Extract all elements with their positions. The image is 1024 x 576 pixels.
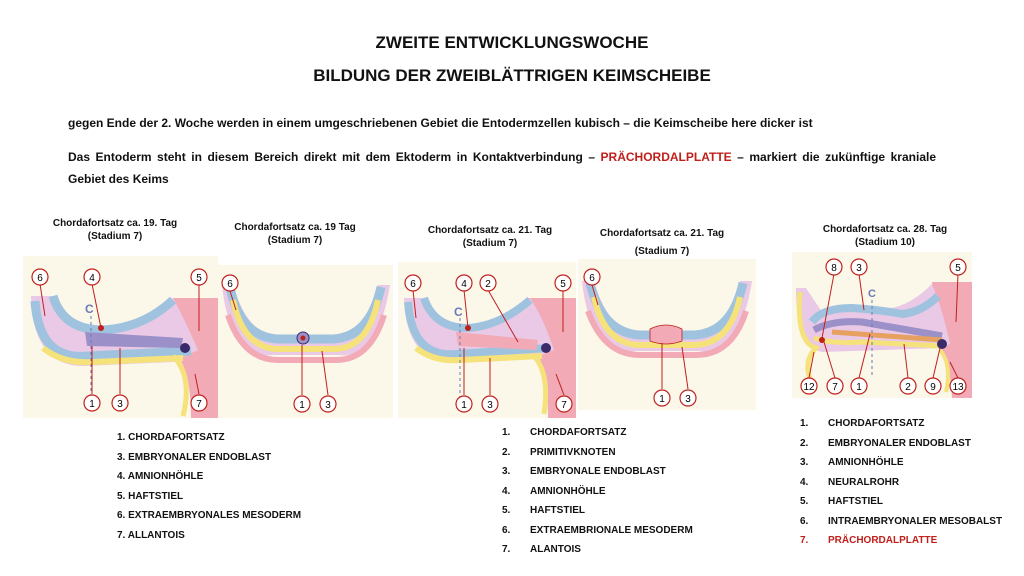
legend-number: 2. <box>800 437 809 449</box>
callout-number: 12 <box>803 382 815 393</box>
callout-number: 13 <box>952 382 964 393</box>
contact-paragraph-start: Das Entoderm steht in diesem Bereich direkt mit dem Ektoderm in Kontaktverbindung – <box>68 150 601 164</box>
diagram-panel-3 <box>398 262 576 418</box>
callout-number: 3 <box>325 400 331 411</box>
callout-number: 2 <box>485 279 491 290</box>
legend-text: EMBRYONALER ENDOBLAST <box>828 437 971 449</box>
callout-number: 5 <box>560 279 566 290</box>
caption-diagram-2 <box>200 221 390 247</box>
legend-item: 5. HAFTSTIEL <box>117 490 184 502</box>
legend-number: 3. <box>502 466 511 477</box>
legend-text: PRIMITIVKNOTEN <box>530 446 616 458</box>
legend-number: 6. <box>502 524 511 536</box>
legend-number: 4. <box>502 485 511 497</box>
embryo-diagram-3 <box>398 262 576 418</box>
contact-paragraph-end: – markiert die zukünftige kraniale Gebiet des Keims <box>68 150 936 186</box>
legend-number: 6. <box>800 515 809 527</box>
legend-item: 1. CHORDAFORTSATZ <box>117 432 225 443</box>
legend-number: 5. <box>800 496 809 507</box>
callout-number: 6 <box>227 279 233 290</box>
axis-label: C <box>868 288 876 300</box>
legend-text: PRÄCHORDALPLATTE <box>828 535 938 546</box>
legend-item <box>502 540 693 560</box>
callout-number: 7 <box>832 382 838 393</box>
caption-5-line-1: Chordafortsatz ca. 28. Tag <box>822 224 948 235</box>
legend-item: 7. ALLANTOIS <box>117 529 185 541</box>
callout-number: 6 <box>37 273 43 284</box>
caption-5-line-2: (Stadium 10) <box>854 237 915 248</box>
legend-item <box>800 512 1002 532</box>
legend-number: 3. <box>800 457 809 468</box>
diagram-panel-5 <box>792 252 972 398</box>
legend-item <box>800 492 1002 512</box>
callout-number: 5 <box>955 263 961 274</box>
legend-item <box>800 473 1002 493</box>
caption-4-line-1: Chordafortsatz ca. 21. Tag <box>599 228 725 239</box>
prechordal-plate-highlight: PRÄCHORDALPLATTE <box>600 150 732 164</box>
callout-number: 5 <box>196 273 202 284</box>
title-line-1: ZWEITE ENTWICKLUNGSWOCHE <box>375 33 649 52</box>
cloacal-marker <box>541 343 551 353</box>
legend-list-2 <box>502 423 693 560</box>
legend-number: 5. <box>502 505 511 516</box>
legend-text: CHORDAFORTSATZ <box>530 427 627 438</box>
legend-text: NEURALROHR <box>828 476 900 488</box>
legend-text: CHORDAFORTSATZ <box>828 418 925 429</box>
caption-3-line-1: Chordafortsatz ca. 21. Tag <box>427 225 553 236</box>
legend-text: HAFTSTIEL <box>530 505 585 516</box>
cloacal-marker <box>180 343 190 353</box>
caption-diagram-1 <box>20 217 210 243</box>
legend-item <box>502 501 693 521</box>
caption-diagram-5 <box>790 223 980 249</box>
caption-diagram-4 <box>567 225 757 261</box>
caption-3-line-2: (Stadium 7) <box>462 238 518 249</box>
legend-text: AMNIONHÖHLE <box>828 457 904 468</box>
prechordal-marker <box>301 336 306 341</box>
legend-item <box>502 423 693 443</box>
legend-text: EMBRYONALE ENDOBLAST <box>530 466 666 477</box>
legend-item <box>502 521 693 541</box>
callout-number: 3 <box>117 399 123 410</box>
legend-number: 7. <box>800 535 809 546</box>
caption-1-line-2: (Stadium 7) <box>87 231 143 242</box>
legend-list-3 <box>800 414 1002 551</box>
legend-number: 2. <box>502 446 511 458</box>
legend-list-1 <box>117 428 301 545</box>
callout-number: 1 <box>299 400 305 411</box>
callout-number: 7 <box>196 399 202 410</box>
legend-number: 1. <box>502 427 511 438</box>
legend-item: 6. EXTRAEMBRYONALES MESODERM <box>117 510 302 521</box>
legend-text: EXTRAEMBRIONALE MESODERM <box>530 524 693 536</box>
callout-number: 6 <box>589 273 595 284</box>
diagram-panel-2 <box>218 265 393 418</box>
callout-number: 1 <box>659 394 665 405</box>
callout-number: 4 <box>89 273 95 284</box>
callout-number: 7 <box>561 400 567 411</box>
callout-number: 6 <box>410 279 416 290</box>
callout-number: 9 <box>930 382 936 393</box>
callout-number: 4 <box>461 279 467 290</box>
callout-number: 1 <box>461 400 467 411</box>
legend-text: INTRAEMBRYONALER MESOBALST <box>828 515 1003 527</box>
legend-number: 4. <box>800 476 809 488</box>
callout-number: 2 <box>905 382 911 393</box>
legend-text: HAFTSTIEL <box>828 496 883 507</box>
legend-item <box>502 482 693 502</box>
caption-2-line-2: (Stadium 7) <box>267 235 323 246</box>
callout-number: 8 <box>831 263 837 274</box>
embryo-diagram-4 <box>578 259 756 410</box>
cloacal-marker <box>937 339 947 349</box>
legend-item: 4. AMNIONHÖHLE <box>117 471 204 482</box>
legend-item <box>800 434 1002 454</box>
legend-item <box>502 443 693 463</box>
legend-number: 7. <box>502 544 511 555</box>
legend-item-highlighted <box>800 531 1002 551</box>
caption-diagram-3 <box>395 224 585 250</box>
ectoderm-layer <box>230 287 381 339</box>
caption-1-line-1: Chordafortsatz ca. 19. Tag <box>52 218 178 229</box>
legend-number: 1. <box>800 418 809 429</box>
embryo-diagram-5 <box>792 252 972 398</box>
embryo-diagram-2 <box>218 265 393 418</box>
callout-number: 1 <box>89 399 95 410</box>
callout-number: 1 <box>856 382 862 393</box>
legend-text: ALANTOIS <box>530 544 581 555</box>
diagram-panel-1 <box>23 256 218 418</box>
legend-item <box>502 462 693 482</box>
legend-item <box>800 453 1002 473</box>
callout-number: 3 <box>685 394 691 405</box>
caption-2-line-1: Chordafortsatz ca. 19 Tag <box>234 222 356 233</box>
diagram-panel-4 <box>578 259 756 410</box>
callout-number: 3 <box>856 263 862 274</box>
legend-text: AMNIONHÖHLE <box>530 485 606 497</box>
legend-item: 3. EMBRYONALER ENDOBLAST <box>117 451 272 463</box>
caption-4-line-2: (Stadium 7) <box>634 246 690 257</box>
axis-label: C <box>454 305 463 319</box>
contact-paragraph <box>68 146 936 190</box>
leader-line <box>464 290 468 328</box>
callout-number: 3 <box>487 400 493 411</box>
chorda-process-shape <box>650 325 682 344</box>
title-line-2: BILDUNG DER ZWEIBLÄTTRIGEN KEIMSCHEIBE <box>313 66 711 85</box>
axis-label: C <box>85 302 94 316</box>
embryo-diagram-1 <box>23 256 218 418</box>
intro-paragraph: gegen Ende der 2. Woche werden in einem umgeschriebenen Gebiet die Entodermzellen kubisch – die Keimscheibe here dicker ist <box>68 116 813 130</box>
leader-line <box>933 348 940 378</box>
legend-item <box>800 414 1002 434</box>
